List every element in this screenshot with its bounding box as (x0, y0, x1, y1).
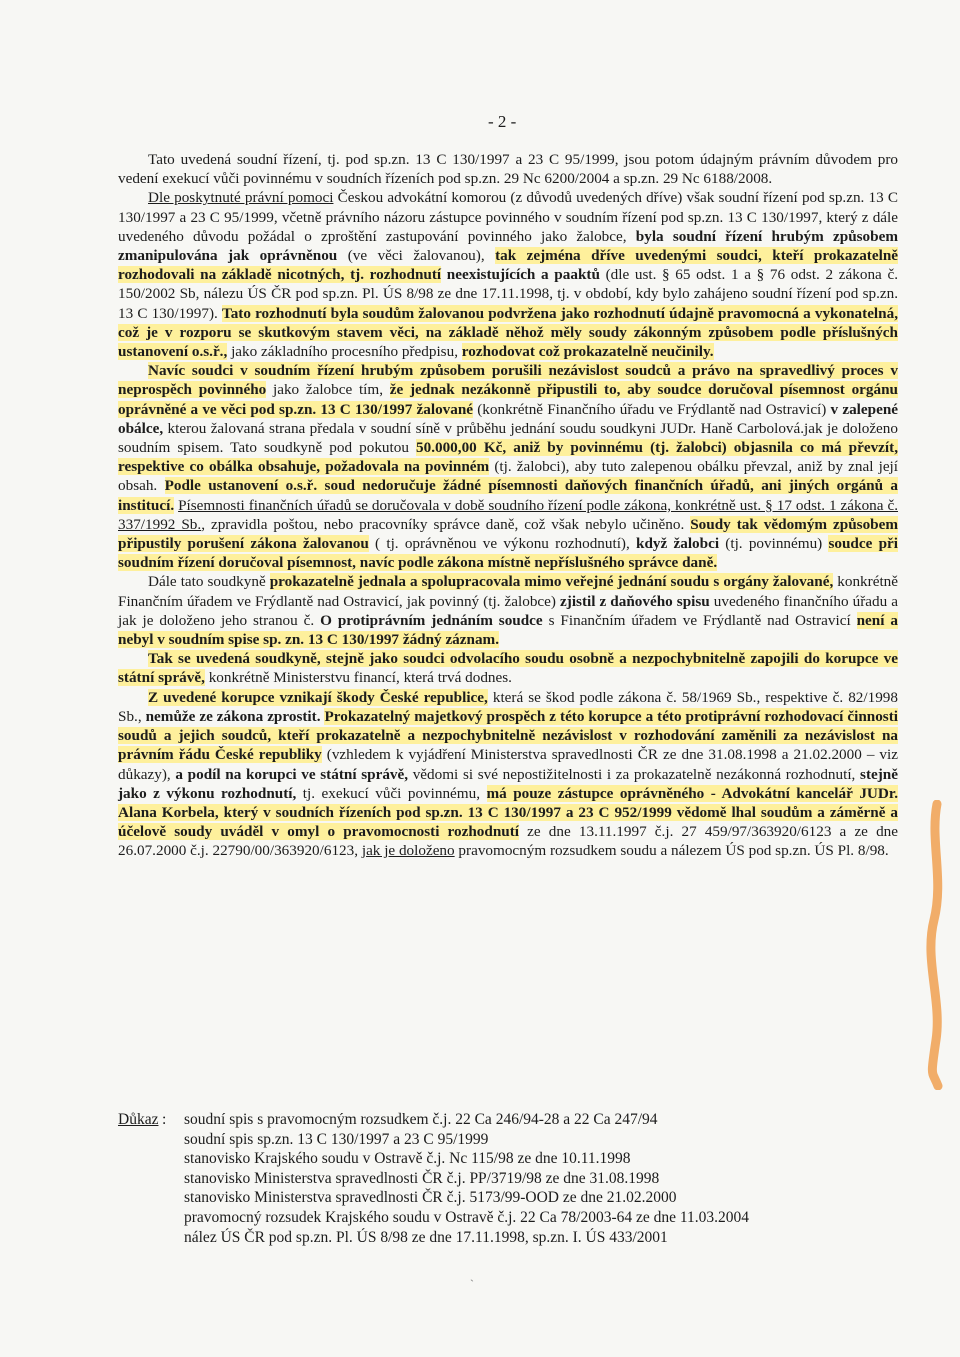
emphasized-text: prokazatelně jednala a spolupracovala mimo veřejné jednání soudu s orgány žalované, (269, 573, 834, 591)
text-run: konkrétně Ministerstvu financí, která trvá dodnes. (204, 669, 512, 687)
paragraph (118, 188, 898, 361)
text-run: jako základního procesního předpisu, (227, 343, 462, 361)
pencil-tick-icon: ˏ (470, 1268, 474, 1282)
text-run: konkrétně Finančním úřadem ve Frýdlantě nad Ostravicí, jak povinný (tj. žalobce) (118, 573, 899, 610)
evidence-item: nález ÚS ČR pod sp.zn. Pl. ÚS 8/98 ze dne 17.11.1998, sp.zn. I. ÚS 433/2001 (184, 1228, 668, 1246)
margin-marker-stroke-icon (924, 800, 950, 1090)
text-run: uvedeného finančního úřadu a jak je doloženo jeho stranou č. (118, 592, 898, 629)
evidence-item: pravomocný rozsudek Krajského soudu v Ostravě č.j. 22 Ca 78/2003-64 ze dne 11.03.2004 (184, 1208, 750, 1226)
text-run: tj. exekucí vůči povinnému, (296, 784, 487, 802)
paragraph (118, 361, 898, 572)
text-run: jako žalobce tím, (266, 381, 390, 399)
paragraph (118, 572, 898, 649)
text-run: pravomocným rozsudkem soudu a nálezem ÚS pod sp.zn. ÚS Pl. 8/98. (454, 842, 889, 860)
underlined-text: Písemnosti finančních úřadů se doručovala v době soudního řízení podle zákona, konkrétně ust. § 17 odst. 1 zákona č. 337/1992 Sb. (118, 496, 899, 533)
text-run: Dále tato soudkyně (148, 573, 270, 591)
text-run: Tato uvedená soudní řízení, tj. pod sp.zn. 13 C 130/1997 a 23 C 95/1999, jsou potom údajným právním důvodem pro vedení exekucí vůči povinnému v soudních řízeních pod sp.zn. 29 Nc 6200/2004 a sp.zn. 29 Nc 6188/2008. (118, 151, 898, 188)
emphasized-text: tak zejména dříve uvedenými soudci, kteří prokazatelně rozhodovali na základě nicotných, tj. rozhodnutí (118, 247, 899, 284)
emphasized-text: že jednak nezákonně připustili to, aby soudce doručoval písemnost orgánu oprávněné a ve věci pod sp.zn. 13 C 130/1997 žalované (118, 381, 898, 418)
emphasized-text: Podle ustanovení o.s.ř. soud nedoručuje žádné písemnosti daňových finančních úřadů, ani jiných orgánů a institucí. (118, 477, 898, 514)
emphasized-text: byla soudní řízení hrubým způsobem zmanipulována jak oprávněnou (118, 227, 898, 265)
emphasized-text: rozhodovat což prokazatelně neučinily. (461, 343, 714, 361)
emphasized-text: Tak se uvedená soudkyně, stejně jako soudci odvolacího soudu osobně a nezpochybnitelně zapojili do korupce ve státní správě, (118, 650, 898, 687)
page-number: - 2 - (488, 112, 517, 131)
evidence-item: stanovisko Ministerstva spravedlnosti ČR č.j. PP/3719/98 ze dne 31.08.1998 (184, 1169, 660, 1187)
paragraph (118, 150, 898, 188)
emphasized-text: má pouze zástupce oprávněného - Advokátní kancelář JUDr. Alana Korbela, který v soudních řízeních pod sp.zn. 13 C 130/1997 a 23 C 952/1999 vědomě lhal soudům a záměrně a účelově soudy uváděl v omyl o pravomocnosti rozhodnutí (118, 784, 898, 841)
emphasized-text: Navíc soudci v soudním řízení hrubým způsobem porušili nezávislost soudců a právo na spravedlivý proces v neprospěch povinného (118, 362, 898, 399)
paragraph (118, 688, 898, 861)
evidence-list (184, 1110, 884, 1247)
text-run: ( tj. oprávněnou ve výkonu rozhodnutí), (368, 535, 637, 553)
paragraph (118, 649, 898, 687)
emphasized-text: a podíl na korupci ve státní správě, (175, 765, 409, 783)
emphasized-text: O protiprávním jednáním soudce (320, 611, 543, 629)
emphasized-text: soudce při soudním řízení doručoval písemnost, navíc podle zákona místně nepříslušného správce daně. (118, 535, 898, 572)
document-body (118, 150, 898, 861)
emphasized-text: neexistujících a paaktů (446, 266, 600, 284)
emphasized-text: v zalepené obálce, (118, 400, 899, 437)
text-run: kterou žalovaná strana předala v soudní síně v průběhu jednání soudu soudkyni JUDr. Haně Carbolová.jak je doloženo soudním spisem. Tato soudkyně pod pokutou (118, 419, 898, 457)
text-run: ze dne 13.11.1997 č.j. 27 459/97/363920/6123 a ze dne 26.07.2000 č.j. 22790/00/363920/6123, (118, 823, 898, 860)
text-run: s Finančním úřadem ve Frýdlantě nad Ostravicí (542, 611, 857, 629)
evidence-item: stanovisko Ministerstva spravedlnosti ČR č.j. 5173/99-OOD ze dne 21.02.2000 (184, 1189, 677, 1207)
text-run: (dle ust. § 65 odst. 1 a § 76 odst. 2 zákona č. 150/2002 Sb, nálezu ÚS ČR pod sp.zn. Pl. ÚS 8/98 ze dne 17.11.1998, tj. v období, kdy bylo zahájeno soudní řízení pod sp.zn. 13 C 130/1997). (118, 266, 898, 322)
text-run: (tj. žalobci), aby tuto zalepenou obálku převzal, aniž by znal její obsah. (118, 458, 898, 495)
emphasized-text: když žalobci (636, 535, 720, 553)
text-run: , zpravidla poštou, nebo pracovníky správce daně, což však nebylo učiněno. (201, 515, 691, 533)
emphasized-text: Z uvedené korupce vznikají škody České republice, (148, 688, 488, 706)
text-run: (tj. povinnému) (719, 535, 829, 553)
text-run: (konkrétně Finančního úřadu ve Frýdlantě nad Ostravicí) (473, 400, 831, 418)
evidence-colon: : (162, 1111, 167, 1128)
text-run: která se škod podle zákona č. 58/1969 Sb., respektive č. 82/1998 Sb., (118, 688, 898, 725)
emphasized-text: Tato rozhodnutí byla soudům žalovanou podvržena jako rozhodnutí údajně pravomocná a vykonatelná, což je v rozporu se skutkovým stavem věci, na základě něhož měly soudy zákonným způsobem podle příslušných ustanovení o.s.ř., (118, 304, 898, 361)
emphasized-text: stejně jako z výkonu rozhodnutí, (118, 765, 898, 802)
emphasized-text: Prokazatelný majetkový prospěch z této korupce a této protiprávní rozhodovací činnosti soudů a jejich soudců, kteří prokazatelně a nezpochybnitelně nezávislost v rozhodování zaměnili za nezávislost na právním řádu České republiky (118, 707, 898, 764)
emphasized-text: Soudy tak vědomým způsobem připustily porušení zákona žalovanou (118, 515, 899, 553)
evidence-item: stanovisko Krajského soudu v Ostravě č.j. Nc 115/98 ze dne 10.11.1998 (184, 1150, 631, 1168)
emphasized-text: nemůže ze zákona zprostit. (145, 707, 321, 725)
text-run: (vzhledem k vyjádření Ministerstva spravedlnosti ČR ze dne 31.08.1998 a 21.02.2000 – viz důkazy), (118, 746, 898, 783)
emphasized-text: zjistil z daňového spisu (560, 592, 710, 610)
emphasized-text: není a nebyl v soudním spise sp. zn. 13 C 130/1997 žádný záznam. (118, 611, 898, 649)
emphasized-text: 50.000,00 Kč, aniž by povinnému (tj. žalobci) objasnila co má převzít, respektive co obálka obsahuje, požadovala na povinném (118, 439, 899, 476)
evidence-label: Důkaz (118, 1111, 159, 1128)
evidence-item: soudní spis s pravomocným rozsudkem č.j. 22 Ca 246/94-28 a 22 Ca 247/94 (184, 1111, 658, 1128)
text-run: (ve věci žalovanou), (337, 247, 496, 265)
evidence-item: soudní spis sp.zn. 13 C 130/1997 a 23 C 95/1999 (184, 1130, 489, 1148)
text-run: Českou advokátní komorou (z důvodů uvedených dříve) však soudní řízení pod sp.zn. 13 C 130/1997 a 23 C 95/1999, včetně právního názoru zástupce povinného v soudním řízení pod sp.zn. 13 C 130/1997, který z dále uvedeného důvodu požádal o zproštění zastupování povinného jako žalobce, (118, 189, 898, 245)
underlined-text: Dle poskytnuté právní pomoci (148, 189, 334, 207)
text-run: vědomi si své nepostižitelnosti i za prokazatelně nezákonná rozhodnutí, (408, 765, 861, 783)
underlined-text: jak je doloženo (361, 842, 455, 860)
